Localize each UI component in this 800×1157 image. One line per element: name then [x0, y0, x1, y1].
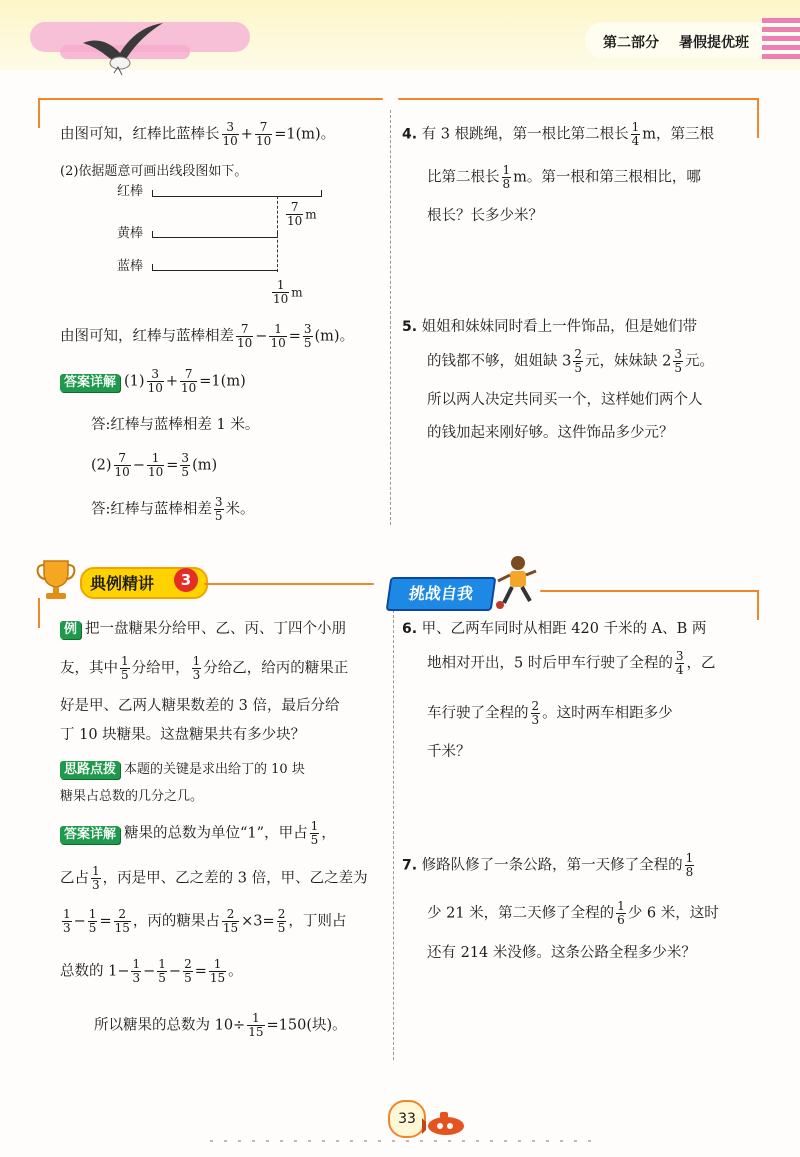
left-answer-line-2: (2) $\frac{7}{10}$ − $\frac{1}{10}$ = $\frac{3}{5}$ (m)	[91, 451, 218, 479]
example-banner-title: 典例精讲	[90, 574, 155, 593]
question-7-line-3: 还有 214 米没修。这条公路全程多少米？	[427, 945, 696, 961]
example-left-edge	[38, 598, 40, 628]
runner-boy-icon	[490, 553, 540, 613]
answer-tag: 答案详解	[60, 374, 120, 392]
left-margin-line	[38, 98, 40, 128]
left-para-1: 由图可知，红棒比蓝棒长 $\frac{3}{10}$ + $\frac{7}{10}$ =1(m)。	[60, 120, 336, 148]
question-6-line-2: 地相对开出，5 时后甲车行驶了全程的 $\frac{3}{4}$ ，乙	[427, 649, 716, 677]
question-4-line-3: 根长？长多少米？	[427, 208, 543, 224]
trophy-icon	[34, 557, 78, 601]
question-6-line-3: 车行驶了全程的 $\frac{2}{3}$ 。这时两车相距多少	[427, 699, 673, 727]
diagram-red-bar	[152, 196, 321, 197]
solution-line-1: 答案详解 糖果的总数为单位“1”，甲占 $\frac{1}{5}$ ，	[60, 820, 336, 847]
column-separator-top	[390, 110, 391, 525]
example-line-1: 例 把一盘糖果分给甲、乙、丙、丁四个小朋	[60, 620, 346, 639]
left-answer-line-1: 答案详解 (1) $\frac{3}{10}$ + $\frac{7}{10}$ =1(m)	[60, 368, 246, 395]
challenge-banner: 挑战自我	[386, 577, 497, 611]
example-line-2: 友，其中 $\frac{1}{5}$ 分给甲， $\frac{1}{3}$ 分给乙，给丙的糖果正	[60, 654, 349, 682]
header-book-title: 暑假提优班	[679, 35, 749, 51]
question-4-line-1: 4. 有 3 根跳绳，第一根比第二根长 $\frac{1}{4}$ m，第三根	[402, 120, 715, 148]
diagram-label-yellow: 黄棒	[117, 226, 144, 241]
question-5-line-1: 5. 姐姐和妹妹同时看上一件饰品，但是她们带	[402, 319, 698, 335]
solution-line-5: 所以糖果的总数为 10÷ $\frac{1}{15}$ =150(块)。	[94, 1011, 347, 1039]
example-line-3: 好是甲、乙两人糖果数差的 3 倍，最后分给	[60, 698, 340, 714]
solution-line-3: $\frac{1}{3}$ − $\frac{1}{5}$ = $\frac{2}{15}$ ，丙的糖果占 $\frac{2}{15}$ ×3= $\frac{2}{5}$ ，丁则占	[63, 907, 347, 935]
page-number: 33	[388, 1100, 426, 1138]
diagram-yellow-tick-left	[152, 231, 153, 238]
submarine-icon	[420, 1108, 468, 1138]
diagram-label-red: 红棒	[117, 184, 144, 199]
example-banner-line	[204, 583, 374, 585]
top-divider-left	[38, 98, 383, 100]
header-section: 第二部分	[603, 35, 659, 51]
header-pink-stripes	[762, 18, 800, 60]
question-4-line-2: 比第二根长 $\frac{1}{8}$ m。第一根和第三根相比，哪	[427, 163, 701, 191]
top-divider-right	[398, 98, 758, 100]
question-5-line-4: 的钱加起来刚好够。这件饰品多少元？	[427, 425, 674, 441]
example-line-4: 丁 10 块糖果。这盘糖果共有多少块？	[60, 727, 306, 743]
question-7-line-2: 少 21 米，第二天修了全程的 $\frac{1}{6}$ 少 6 米，这时	[427, 899, 719, 927]
diagram-blue-bar	[152, 270, 277, 271]
question-5-line-3: 所以两人决定共同买一个，这样她们两个人	[427, 392, 703, 408]
column-separator-bottom	[393, 610, 394, 1060]
diagram-yellow-bar	[152, 237, 277, 238]
diagram-red-tick-left	[152, 190, 153, 197]
solution-line-4: 总数的 1− $\frac{1}{3}$ − $\frac{1}{5}$ − $\frac{2}{5}$ = $\frac{1}{15}$ 。	[60, 957, 243, 985]
example-tag: 例	[60, 621, 81, 639]
diagram-label-blue: 蓝棒	[117, 259, 144, 274]
diagram-red-tick-right	[321, 190, 322, 197]
challenge-banner-line	[540, 590, 758, 592]
diagram-blue-tick-left	[152, 264, 153, 271]
solution-tag: 答案详解	[60, 826, 120, 844]
left-para-2: (2)依据题意可画出线段图如下。	[60, 164, 248, 179]
seagull-icon	[78, 15, 168, 85]
diagram-fraction-7-10: $\frac{7}{10}$ m	[287, 200, 317, 228]
footer-dots	[210, 1140, 600, 1142]
hint-line-1: 思路点拨 本题的关键是求出给丁的 10 块	[60, 760, 305, 779]
hint-tag: 思路点拨	[60, 761, 120, 779]
question-6-line-1: 6. 甲、乙两车同时从相距 420 千米的 A、B 两	[402, 621, 707, 637]
example-banner-number: 3	[174, 568, 198, 592]
left-para-3: 由图可知，红棒与蓝棒相差 $\frac{7}{10}$ − $\frac{1}{10}$ = $\frac{3}{5}$ (m)。	[60, 322, 355, 350]
left-answer-reply-1: 答:红棒与蓝棒相差 1 米。	[91, 417, 260, 433]
challenge-right-edge	[757, 590, 759, 620]
solution-line-2: 乙占 $\frac{1}{3}$ ，丙是甲、乙之差的 3 倍，甲、乙之差为	[60, 864, 368, 892]
question-7-line-1: 7. 修路队修了一条公路，第一天修了全程的 $\frac{1}{8}$	[402, 851, 694, 879]
question-5-line-2: 的钱都不够，姐姐缺 3 $\frac{2}{5}$ 元，妹妹缺 2 $\frac{3}{5}$ 元。	[427, 347, 714, 375]
left-answer-reply-2: 答:红棒与蓝棒相差 $\frac{3}{5}$ 米。	[91, 495, 255, 523]
question-6-line-4: 千米？	[427, 744, 471, 760]
diagram-dashed-guide	[277, 196, 278, 272]
diagram-fraction-1-10: $\frac{1}{10}$ m	[273, 278, 303, 306]
right-margin-line	[757, 98, 759, 138]
hint-line-2: 糖果占总数的几分之几。	[60, 789, 204, 804]
